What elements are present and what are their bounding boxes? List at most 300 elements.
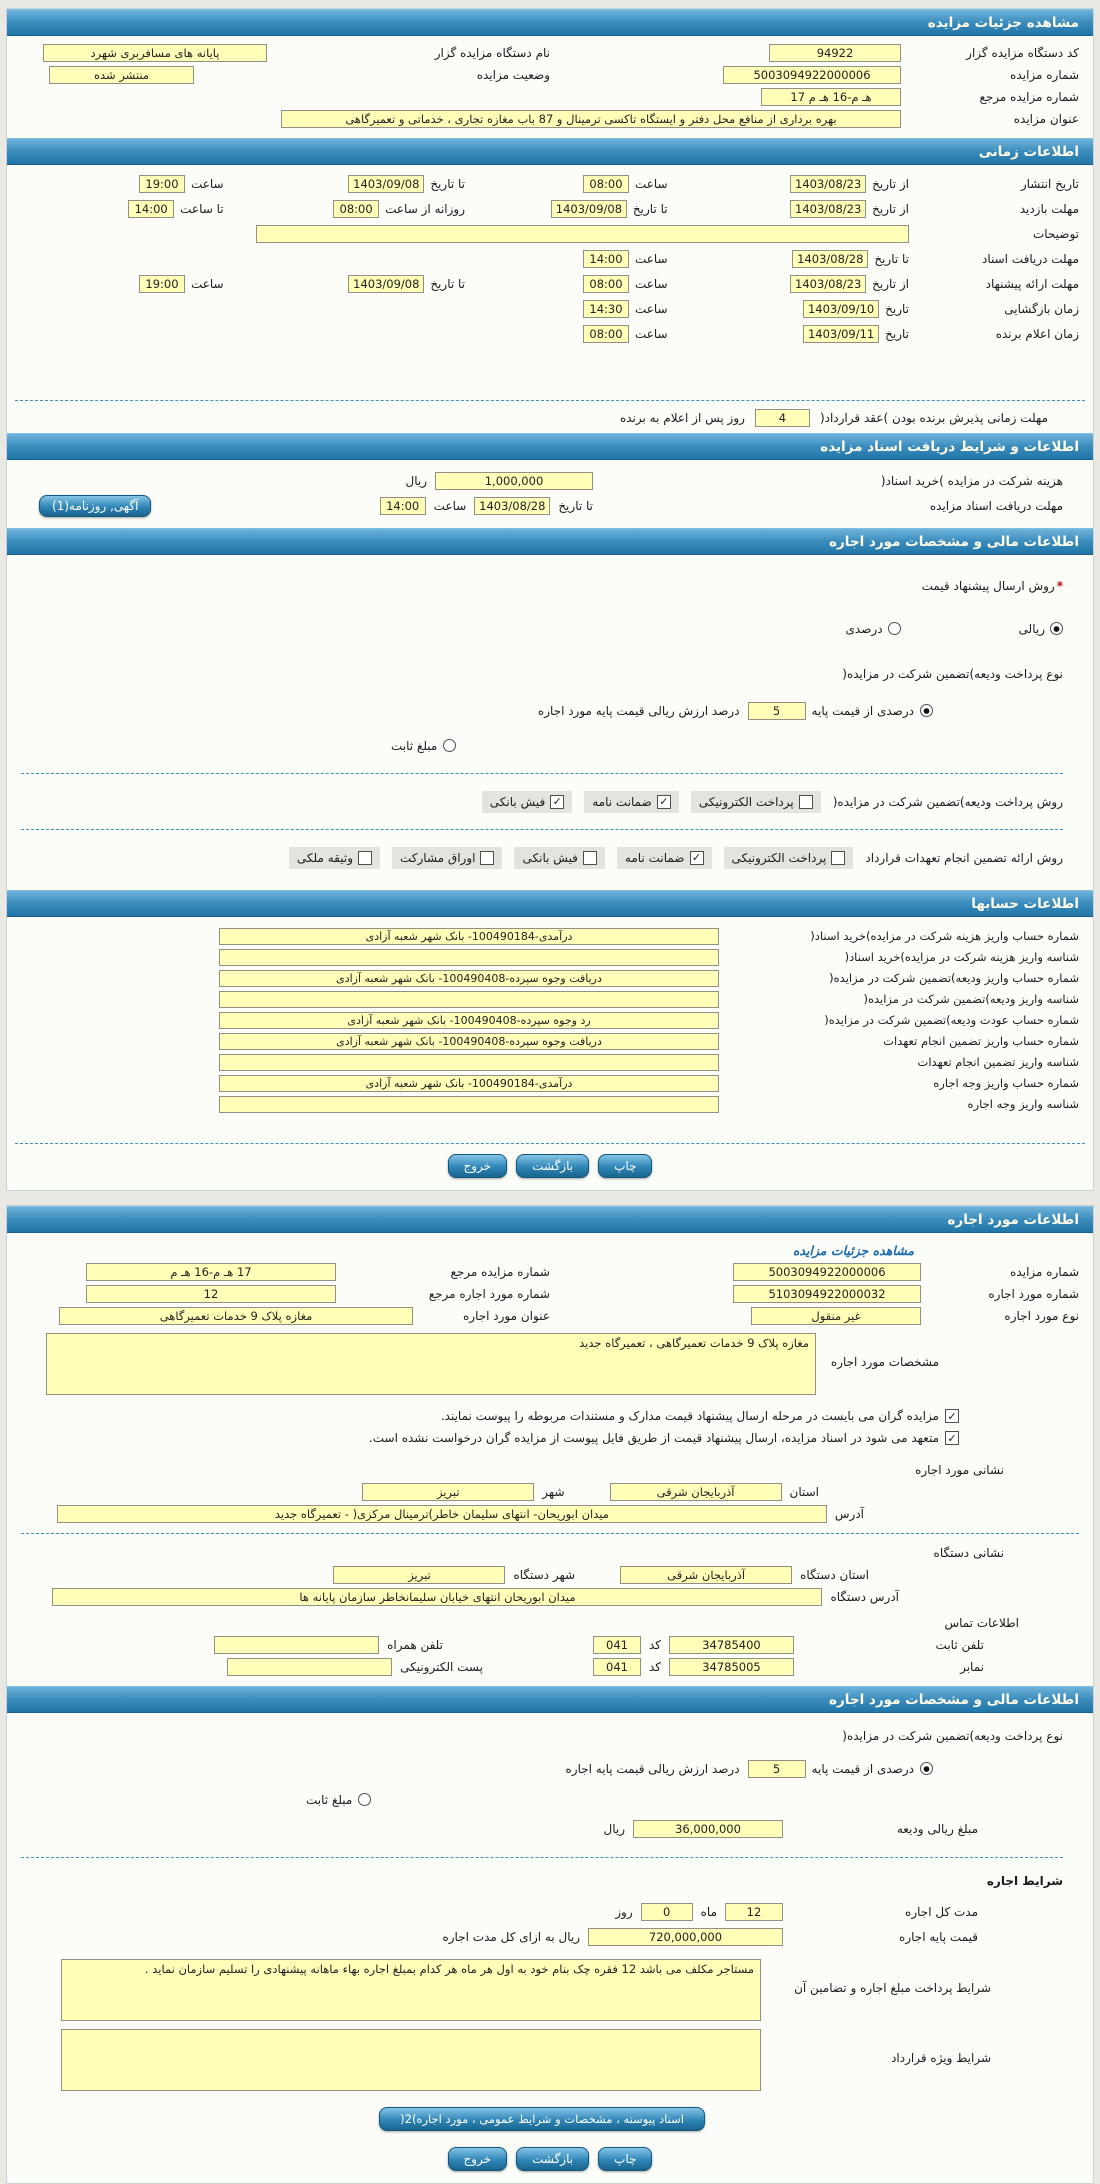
auction-ref-label: شماره مزایده مرجع xyxy=(979,90,1079,104)
hour-label: ساعت xyxy=(634,276,668,291)
lease-duration-label: مدت کل اجاره xyxy=(905,1904,978,1919)
docs-deadline-time-input[interactable] xyxy=(380,497,426,515)
separator xyxy=(15,400,1085,401)
rent-account-label: شماره حساب واریز وجه اجاره xyxy=(933,1076,1079,1090)
row-phone xyxy=(21,1634,1079,1656)
rental-item-ref-input[interactable] xyxy=(86,1285,336,1303)
rent-id-label: شناسه واریز وجه اجاره xyxy=(967,1097,1079,1111)
electronic-payment-checkbox[interactable] xyxy=(799,795,813,809)
city-input[interactable] xyxy=(362,1483,534,1501)
account-row xyxy=(7,989,1093,1009)
fixed-amount-radio[interactable] xyxy=(443,739,456,752)
field-rental-item-ref xyxy=(21,1285,550,1303)
rental-item-number-input[interactable] xyxy=(733,1285,921,1303)
obligation-method-electronic xyxy=(724,847,854,869)
field-auctioneer-code xyxy=(550,44,1079,62)
rental-address-section-label: نشانی مورد اجاره xyxy=(915,1463,1004,1477)
rental-auction-ref-input[interactable] xyxy=(86,1263,336,1281)
rental-item-type-input[interactable] xyxy=(751,1307,921,1325)
back-button[interactable]: بازگشت xyxy=(516,2147,589,2171)
rental-item-rows xyxy=(7,1233,1093,1686)
print-button[interactable]: چاپ xyxy=(598,2147,652,2171)
time-info-header xyxy=(7,138,1093,165)
accounts-header xyxy=(7,890,1093,917)
row-obligation-methods xyxy=(21,845,1063,870)
special-terms-textarea[interactable] xyxy=(61,2029,761,2091)
rental-financial-rows xyxy=(7,1713,1093,2143)
row-price-method-options xyxy=(21,616,1063,641)
email-label: پست الکترونیکی xyxy=(400,1660,483,1674)
action-buttons xyxy=(7,1154,1093,1178)
rial-radio[interactable]: ● xyxy=(1050,622,1063,635)
account-row xyxy=(7,1031,1093,1051)
months-unit-label: ماه xyxy=(700,1904,717,1919)
to-date-label: تا تاریخ xyxy=(632,201,668,216)
form-row xyxy=(21,1261,1079,1283)
attachments-button[interactable]: اسناد پیوسته ، مشخصات و شرایط عمومی ، مورد اجاره)2( xyxy=(379,2107,705,2131)
deposit-id-label: شناسه واریز ودیعه)تضمین شرکت در مزایده( xyxy=(863,992,1079,1006)
row-attachments-button xyxy=(21,2107,1063,2131)
row-deposit-percent-option-2 xyxy=(21,1756,1063,1781)
auction-status-label: وضعیت مزایده xyxy=(476,68,550,82)
device-province-input[interactable] xyxy=(620,1566,792,1584)
rent-account-input[interactable] xyxy=(219,1075,719,1092)
pay-method-electronic xyxy=(691,791,821,813)
time-info-rows xyxy=(7,165,1093,354)
mobile-input[interactable] xyxy=(214,1636,379,1654)
ad-newspaper-button[interactable]: آگهی, روزنامه(1) xyxy=(39,495,151,517)
hour-label: ساعت xyxy=(634,251,668,266)
electronic-payment-label: پرداخت الکترونیکی xyxy=(698,794,794,809)
doc-fee-account-input[interactable] xyxy=(219,928,719,945)
winner-acceptance-days-input[interactable] xyxy=(755,409,810,427)
row-rental-address xyxy=(21,1503,1079,1525)
obligation-property-label: وثیقه ملکی xyxy=(296,850,354,865)
percent-of-base-suffix-2: درصد ارزش ریالی قیمت پایه اجاره xyxy=(565,1761,740,1776)
field-auction-status xyxy=(21,66,550,84)
time-info-title: اطلاعات زمانی xyxy=(978,143,1079,160)
email-input[interactable] xyxy=(227,1658,392,1676)
accounts-rows xyxy=(7,917,1093,1119)
field-rental-auction-ref xyxy=(21,1263,550,1281)
from-date-label: از تاریخ xyxy=(872,201,909,216)
device-address-label: آدرس دستگاه xyxy=(830,1590,899,1604)
attachment-note-text: مزایده گران می بایست در مرحله ارسال پیشنهاد قیمت مدارک و مستندات مربوطه را پیوست نمایند. xyxy=(440,1409,939,1423)
price-method-label: روش ارسال پیشنهاد قیمت xyxy=(921,578,1055,593)
phone-code-input[interactable] xyxy=(593,1636,641,1654)
visit-to-date-input[interactable] xyxy=(551,200,627,218)
row-winner-announce xyxy=(21,321,1079,346)
row-item-specs xyxy=(21,1333,1079,1395)
deposit-type-label-2: نوع پرداخت ودیعه)تضمین شرکت در مزایده( xyxy=(842,1728,1063,1743)
fax-label: نمابر xyxy=(960,1660,984,1674)
auction-subject-label: عنوان مزایده xyxy=(1013,112,1079,126)
phone-label: تلفن ثابت xyxy=(935,1638,984,1652)
docs-terms-title: اطلاعات و شرایط دریافت اسناد مزایده xyxy=(820,438,1079,455)
winner-announce-label: زمان اعلام برنده xyxy=(995,326,1079,341)
to-date-label: تا تاریخ xyxy=(430,176,465,191)
publish-date-cells xyxy=(21,175,909,193)
percent-of-base-radio-2[interactable]: ● xyxy=(920,1762,933,1775)
to-date-label: تا تاریخ xyxy=(874,251,909,266)
field-auctioneer-name xyxy=(21,44,550,62)
row-lease-section xyxy=(21,1868,1063,1893)
rental-item-title-input[interactable] xyxy=(59,1307,413,1325)
winner-acceptance-suffix: روز پس از اعلام به برنده xyxy=(619,411,745,425)
device-city-input[interactable] xyxy=(333,1566,505,1584)
deposit-pay-methods-label: روش پرداخت ودیعه)تضمین شرکت در مزایده( xyxy=(832,794,1063,809)
winner-acceptance-label: مهلت زمانی پذیرش برنده بودن )عقد قرارداد( xyxy=(819,411,1048,425)
to-date-label: تا تاریخ xyxy=(558,498,593,513)
deposit-account-input[interactable] xyxy=(219,970,719,987)
publish-to-time-input[interactable] xyxy=(139,175,185,193)
obligation-method-guarantee-letter xyxy=(617,847,712,869)
hour-label: ساعت xyxy=(190,176,224,191)
panel-rental-item xyxy=(6,1205,1094,2184)
pay-method-bank-receipt xyxy=(482,791,572,813)
date-label: تاریخ xyxy=(885,301,909,316)
row-visit-deadline xyxy=(21,196,1079,221)
deposit-percent-input-2[interactable] xyxy=(748,1760,806,1778)
rental-financial-title: اطلاعات مالی و مشخصات مورد اجاره xyxy=(829,1691,1079,1708)
auction-status-input[interactable] xyxy=(49,66,194,84)
base-price-label: قیمت پایه اجاره xyxy=(899,1929,978,1944)
percent-of-base-suffix: درصد ارزش ریالی قیمت پایه مورد اجاره xyxy=(537,703,740,718)
form-row xyxy=(21,1305,1079,1327)
separator xyxy=(21,773,1063,774)
row-participation-fee xyxy=(21,468,1063,493)
days-unit-label: روز xyxy=(615,1904,633,1919)
offer-to-time-input[interactable] xyxy=(139,275,185,293)
row-special-terms xyxy=(21,2029,1063,2091)
field-auction-ref xyxy=(21,86,1079,108)
visit-deadline-label: مهلت بازدید xyxy=(1019,201,1079,216)
row-attachment-note-1 xyxy=(21,1405,1079,1427)
from-date-label: از تاریخ xyxy=(872,176,909,191)
obligation-id-label: شناسه واریز تضمین انجام تعهدات xyxy=(917,1055,1079,1069)
docs-receive-cells xyxy=(21,250,909,268)
pay-method-guarantee-letter xyxy=(584,791,679,813)
winner-announce-time-input[interactable] xyxy=(583,325,629,343)
field-rental-item-type xyxy=(550,1307,1079,1325)
publish-from-time-input[interactable] xyxy=(583,175,629,193)
province-input[interactable] xyxy=(610,1483,782,1501)
fax-input[interactable] xyxy=(669,1658,794,1676)
province-label: استان xyxy=(789,1485,819,1499)
rental-auction-number-input[interactable] xyxy=(733,1263,921,1281)
publish-to-date-input[interactable] xyxy=(348,175,424,193)
obligation-bank-receipt-checkbox[interactable] xyxy=(583,851,597,865)
rental-item-ref-label: شماره مورد اجاره مرجع xyxy=(428,1287,550,1301)
obligation-method-property xyxy=(289,847,380,869)
contact-section-label: اطلاعات تماس xyxy=(944,1616,1019,1630)
row-deposit-percent-option xyxy=(21,698,1063,723)
row-device-province-city xyxy=(21,1564,1079,1586)
lease-days-input[interactable] xyxy=(641,1903,693,1921)
obligation-method-bonds xyxy=(392,847,502,869)
item-specs-label: مشخصات مورد اجاره xyxy=(830,1355,939,1369)
field-auction-number xyxy=(550,66,1079,84)
exit-button[interactable]: خروج xyxy=(448,1154,508,1178)
field-rental-item-number xyxy=(550,1285,1079,1303)
daily-from-hour-label: روزانه از ساعت xyxy=(385,201,465,216)
row-docs-receive-deadline xyxy=(21,246,1079,271)
device-address-section-label: نشانی دستگاه xyxy=(933,1546,1004,1560)
row-deposit-type-label-2 xyxy=(21,1723,1063,1748)
row-price-method-label xyxy=(21,573,1063,598)
financial-info-rows xyxy=(7,555,1093,890)
address-input[interactable] xyxy=(57,1505,827,1523)
docs-deadline-date-input[interactable] xyxy=(474,497,550,515)
form-row xyxy=(21,1283,1079,1305)
phone-input[interactable] xyxy=(669,1636,794,1654)
rental-item-type-label: نوع مورد اجاره xyxy=(1004,1309,1079,1323)
opening-time-label: زمان بازگشایی xyxy=(1004,301,1079,316)
doc-fee-account-label: شماره حساب واریز هزینه شرکت در مزایده)خرید اسناد( xyxy=(810,929,1079,943)
account-row xyxy=(7,947,1093,967)
separator xyxy=(21,1857,1063,1858)
row-rental-address-section xyxy=(21,1459,1079,1481)
obligation-bonds-checkbox[interactable] xyxy=(480,851,494,865)
payment-terms-textarea[interactable] xyxy=(61,1959,761,2021)
back-button[interactable]: بازگشت xyxy=(516,1154,589,1178)
row-publish-date xyxy=(21,171,1079,196)
auction-summary-rows xyxy=(7,36,1093,138)
auctioneer-name-input[interactable] xyxy=(43,44,267,62)
visit-from-date-input[interactable] xyxy=(790,200,866,218)
fixed-amount-label: مبلغ ثابت xyxy=(391,738,438,753)
rental-auction-number-label: شماره مزایده xyxy=(1010,1265,1079,1279)
row-offer-deadline xyxy=(21,271,1079,296)
doc-fee-id-label: شناسه واریز هزینه شرکت در مزایده)خرید اسناد( xyxy=(844,950,1079,964)
auctioneer-code-label: کد دستگاه مزایده گزار xyxy=(966,46,1079,60)
row-docs-deadline xyxy=(21,493,1063,518)
visit-deadline-cells xyxy=(21,200,909,218)
auctioneer-code-input[interactable] xyxy=(769,44,901,62)
winner-announce-cells xyxy=(21,325,909,343)
deposit-amount-input[interactable] xyxy=(633,1820,783,1838)
visit-to-time-input[interactable] xyxy=(128,200,174,218)
auction-number-label: شماره مزایده xyxy=(1010,68,1079,82)
field-rental-item-title xyxy=(21,1307,550,1325)
from-date-label: از تاریخ xyxy=(872,276,909,291)
rental-item-number-label: شماره مورد اجاره xyxy=(988,1287,1079,1301)
fax-code-input[interactable] xyxy=(593,1658,641,1676)
financial-info-title: اطلاعات مالی و مشخصات مورد اجاره xyxy=(829,533,1079,550)
panel-auction-details xyxy=(6,8,1094,1191)
row-attachment-note-2 xyxy=(21,1427,1079,1449)
auction-ref-input[interactable] xyxy=(761,88,901,106)
obligation-guarantee-label: ضمانت نامه xyxy=(624,850,685,865)
hour-label: ساعت xyxy=(433,498,467,513)
rial-radio-label: ریالی xyxy=(1018,621,1045,636)
fixed-amount-label-2: مبلغ ثابت xyxy=(306,1792,353,1807)
hour-label: ساعت xyxy=(190,276,224,291)
offer-to-date-input[interactable] xyxy=(348,275,424,293)
auctioneer-name-label: نام دستگاه مزایده گزار xyxy=(434,46,550,60)
lease-terms-label: شرایط اجاره xyxy=(986,1873,1063,1888)
device-address-input[interactable] xyxy=(52,1588,822,1606)
opening-time-input[interactable] xyxy=(583,300,629,318)
field-rental-auction-number xyxy=(550,1263,1079,1281)
participation-fee-label: هزینه شرکت در مزایده )خرید اسناد( xyxy=(880,473,1063,488)
percent-of-base-label-2: درصدی از قیمت پایه xyxy=(811,1761,914,1776)
no-file-required-checkbox[interactable]: ✓ xyxy=(945,1431,959,1445)
form-row xyxy=(21,64,1079,86)
obligation-guarantee-checkbox[interactable]: ✓ xyxy=(690,851,704,865)
auction-details-title: مشاهده جزئیات مزایده xyxy=(927,14,1079,31)
hour-label: ساعت xyxy=(634,301,668,316)
row-fixed-amount-option xyxy=(21,733,1063,758)
percent-of-base-label: درصدی از قیمت پایه xyxy=(811,703,914,718)
hour-label: ساعت xyxy=(634,326,668,341)
offer-from-time-input[interactable] xyxy=(583,275,629,293)
to-date-label: تا تاریخ xyxy=(430,276,465,291)
lease-months-input[interactable] xyxy=(725,1903,783,1921)
rental-auction-ref-label: شماره مزایده مرجع xyxy=(450,1265,550,1279)
obligation-account-input[interactable] xyxy=(219,1033,719,1050)
percent-of-base-radio[interactable]: ● xyxy=(920,704,933,717)
description-input[interactable] xyxy=(256,225,909,243)
opening-time-cells xyxy=(21,300,909,318)
device-city-label: شهر دستگاه xyxy=(513,1568,576,1582)
account-row xyxy=(7,1052,1093,1072)
row-lease-duration xyxy=(21,1899,1063,1924)
percent-radio-label: درصدی xyxy=(845,621,883,636)
obligation-bonds-label: اوراق مشارکت xyxy=(400,850,476,865)
address-label: آدرس xyxy=(834,1507,864,1521)
guarantee-letter-label: ضمانت نامه xyxy=(592,794,652,809)
row-deposit-amount xyxy=(21,1816,1063,1841)
docs-deadline-label: مهلت دریافت اسناد مزایده xyxy=(929,498,1063,513)
required-asterisk: * xyxy=(1056,578,1063,593)
account-row xyxy=(7,968,1093,988)
obligation-electronic-label: پرداخت الکترونیکی xyxy=(731,850,827,865)
date-label: تاریخ xyxy=(885,326,909,341)
auction-subject-input[interactable] xyxy=(281,110,901,128)
no-file-note-text: متعهد می شود در اسناد مزایده، ارسال پیشنهاد قیمت از طریق فایل پیوست از مزایده گران درخواست نشده است. xyxy=(368,1431,939,1445)
deposit-refund-account-input[interactable] xyxy=(219,1012,719,1029)
publish-date-label: تاریخ انتشار xyxy=(1020,176,1079,191)
payment-terms-label: شرایط پرداخت مبلغ اجاره و تضامین آن xyxy=(794,1981,991,1995)
visit-from-time-input[interactable] xyxy=(333,200,379,218)
percent-radio[interactable] xyxy=(888,622,901,635)
rental-item-title-label: عنوان مورد اجاره xyxy=(462,1309,550,1323)
bank-receipt-checkbox[interactable]: ✓ xyxy=(550,795,564,809)
obligation-electronic-checkbox[interactable] xyxy=(831,851,845,865)
obligation-bank-receipt-label: فیش بانکی xyxy=(522,850,578,865)
mobile-label: تلفن همراه xyxy=(387,1638,443,1652)
publish-from-date-input[interactable] xyxy=(790,175,866,193)
account-row xyxy=(7,1010,1093,1030)
rental-item-title: اطلاعات مورد اجاره xyxy=(947,1211,1079,1228)
city-label: شهر xyxy=(542,1485,565,1499)
opening-date-input[interactable] xyxy=(803,300,879,318)
row-fax xyxy=(21,1656,1079,1678)
row-base-price xyxy=(21,1924,1063,1949)
docs-terms-header xyxy=(7,433,1093,460)
row-rental-province-city xyxy=(21,1481,1079,1503)
rental-financial-header xyxy=(7,1686,1093,1713)
obligation-property-checkbox[interactable] xyxy=(358,851,372,865)
offer-from-date-input[interactable] xyxy=(790,275,866,293)
field-auction-subject xyxy=(21,108,1079,130)
offer-deadline-cells xyxy=(21,275,909,293)
docs-receive-date-input[interactable] xyxy=(792,250,868,268)
financial-info-header xyxy=(7,528,1093,555)
row-deposit-type-label xyxy=(21,661,1063,686)
separator xyxy=(15,1143,1085,1144)
separator xyxy=(21,1533,1079,1534)
device-province-label: استان دستگاه xyxy=(800,1568,869,1582)
separator xyxy=(21,829,1063,830)
obligation-methods-label: روش ارائه تضمین انجام تعهدات قرارداد xyxy=(865,850,1063,865)
area-code-label: کد xyxy=(648,1660,661,1674)
row-winner-acceptance xyxy=(7,407,1093,433)
attachment-required-checkbox[interactable]: ✓ xyxy=(945,1409,959,1423)
winner-announce-date-input[interactable] xyxy=(803,325,879,343)
row-description xyxy=(21,221,1079,246)
auction-number-input[interactable] xyxy=(723,66,901,84)
auction-details-header xyxy=(7,9,1093,36)
accounts-title: اطلاعات حسابها xyxy=(971,895,1079,912)
account-row xyxy=(7,1094,1093,1114)
deposit-refund-account-label: شماره حساب عودت ودیعه)تضمین شرکت در مزایده( xyxy=(824,1013,1079,1027)
obligation-id-input[interactable] xyxy=(219,1054,719,1071)
deposit-type-label: نوع پرداخت ودیعه)تضمین شرکت در مزایده( xyxy=(842,666,1063,681)
deposit-percent-input[interactable] xyxy=(748,702,806,720)
fixed-amount-radio-2[interactable] xyxy=(358,1793,371,1806)
rental-item-header xyxy=(7,1206,1093,1233)
to-hour-label: تا ساعت xyxy=(180,201,224,216)
row-contact-section xyxy=(21,1612,1079,1634)
row-fixed-amount-option-2 xyxy=(21,1787,1063,1812)
docs-receive-label: مهلت دریافت اسناد xyxy=(981,251,1079,266)
special-terms-label: شرایط ویژه قرارداد xyxy=(891,2051,991,2065)
exit-button[interactable]: خروج xyxy=(448,2147,508,2171)
deposit-currency-label: ریال xyxy=(603,1821,625,1836)
view-auction-details-link[interactable]: مشاهده جزئیات مزایده xyxy=(792,1242,914,1258)
row-payment-terms xyxy=(21,1959,1063,2021)
deposit-id-input[interactable] xyxy=(219,991,719,1008)
deposit-amount-label: مبلغ ریالی ودیعه xyxy=(896,1821,978,1836)
print-button[interactable]: چاپ xyxy=(598,1154,652,1178)
obligation-account-label: شماره حساب واریز تضمین انجام تعهدات xyxy=(883,1034,1079,1048)
row-opening-time xyxy=(21,296,1079,321)
offer-deadline-label: مهلت ارائه پیشنهاد xyxy=(985,276,1079,291)
fee-currency-label: ریال xyxy=(405,473,427,488)
base-price-input[interactable] xyxy=(588,1928,783,1946)
docs-terms-rows xyxy=(7,460,1093,528)
bank-receipt-label: فیش بانکی xyxy=(489,794,546,809)
guarantee-letter-checkbox[interactable]: ✓ xyxy=(657,795,671,809)
account-row xyxy=(7,926,1093,946)
rent-id-input[interactable] xyxy=(219,1096,719,1113)
hour-label: ساعت xyxy=(634,176,668,191)
base-price-unit-label: ریال به ازای کل مدت اجاره xyxy=(442,1929,580,1944)
item-specs-textarea[interactable] xyxy=(46,1333,816,1395)
account-row xyxy=(7,1073,1093,1093)
form-row xyxy=(21,42,1079,64)
docs-receive-time-input[interactable] xyxy=(583,250,629,268)
action-buttons-bottom xyxy=(7,2147,1093,2171)
doc-fee-id-input[interactable] xyxy=(219,949,719,966)
description-label: توضیحات xyxy=(1032,226,1079,241)
participation-fee-input[interactable] xyxy=(435,472,593,490)
row-view-link xyxy=(21,1239,1079,1261)
row-deposit-pay-methods xyxy=(21,789,1063,814)
obligation-method-bank-receipt xyxy=(514,847,604,869)
